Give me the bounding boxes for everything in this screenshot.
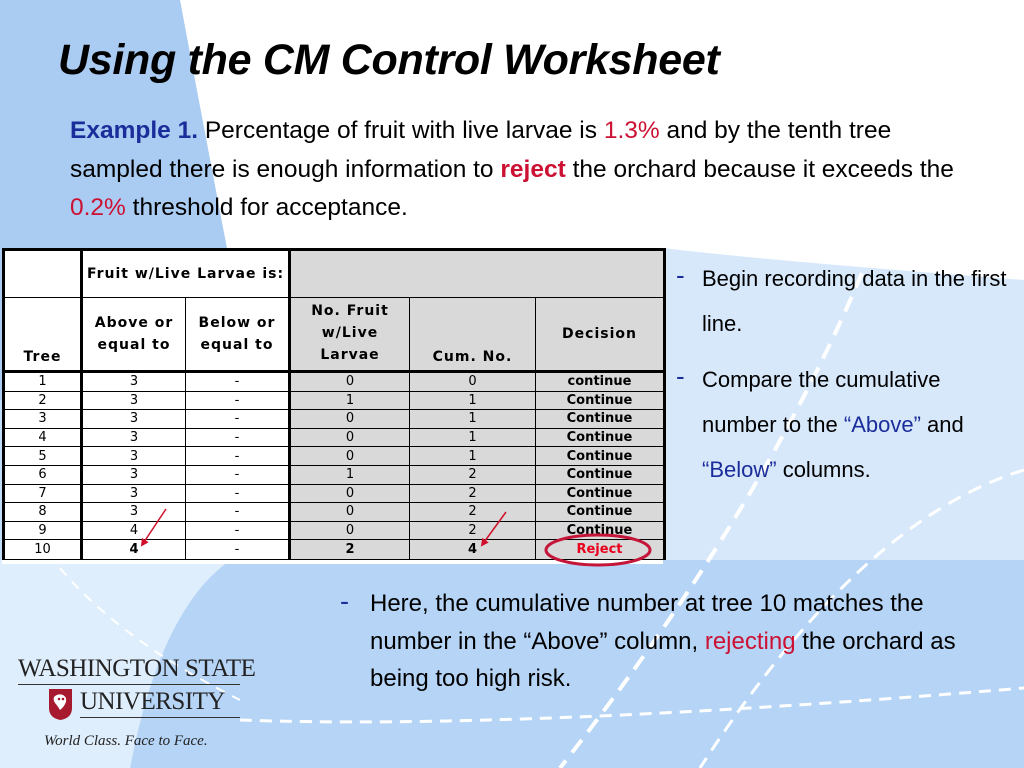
cell-cum: 2 — [410, 465, 536, 484]
worksheet-table — [2, 248, 666, 560]
cell-above: 4 — [82, 540, 186, 560]
cell-decision: Continue — [536, 410, 665, 429]
conclusion-text — [340, 585, 1000, 698]
bullet-item — [676, 256, 1021, 346]
cell-below: - — [186, 521, 290, 540]
bullet-text: and — [920, 412, 964, 437]
cell-cum: 2 — [410, 503, 536, 522]
cell-cum: 2 — [410, 521, 536, 540]
cell-tree: 1 — [4, 372, 82, 392]
cell-above: 3 — [82, 428, 186, 447]
col-header-tree: Tree — [4, 298, 82, 372]
rejecting-highlight: rejecting — [704, 627, 796, 655]
gray-header-top — [290, 250, 665, 298]
logo-divider — [80, 717, 240, 718]
cell-decision-reject: Reject — [536, 540, 665, 560]
table-row — [4, 503, 665, 522]
cell-below: - — [186, 484, 290, 503]
cell-cum: 1 — [410, 428, 536, 447]
table-row — [4, 372, 665, 392]
cell-above: 3 — [82, 465, 186, 484]
cell-below: - — [186, 428, 290, 447]
table-row — [4, 428, 665, 447]
cell-no-fruit: 0 — [290, 410, 410, 429]
cell-below: - — [186, 410, 290, 429]
intro-text-2: and by the tenth tree sampled there is enough information to — [70, 117, 892, 183]
table-row — [4, 465, 665, 484]
cell-decision: Continue — [536, 521, 665, 540]
example-intro — [70, 112, 970, 228]
cell-no-fruit: 1 — [290, 391, 410, 410]
col-header-cum: Cum. No. — [410, 298, 536, 372]
conclusion-text-b: the orchard as being too high risk. — [370, 627, 956, 692]
cell-decision: Continue — [536, 391, 665, 410]
intro-text-4: threshold for acceptance. — [125, 194, 408, 221]
cell-decision: Continue — [536, 465, 665, 484]
col-header-below: Below or equal to — [186, 298, 290, 372]
cell-tree: 10 — [4, 540, 82, 560]
cell-decision: Continue — [536, 428, 665, 447]
bullet-item — [676, 357, 1021, 492]
logo-line-2: UNIVERSITY — [80, 688, 225, 715]
cell-no-fruit: 0 — [290, 521, 410, 540]
intro-reject-word: reject — [500, 155, 566, 183]
conclusion-text-a: Here, the cumulative number at tree 10 matches the number in the “Above” column, — [370, 590, 924, 655]
col-header-above: Above or equal to — [82, 298, 186, 372]
intro-text-3: the orchard because it exceeds the — [565, 155, 954, 183]
bullet-text: columns. — [776, 457, 871, 482]
bullet-dash: - — [340, 586, 349, 616]
cell-cum: 2 — [410, 484, 536, 503]
cell-above: 3 — [82, 410, 186, 429]
cell-below: - — [186, 372, 290, 392]
cell-no-fruit: 1 — [290, 465, 410, 484]
cell-no-fruit: 0 — [290, 372, 410, 392]
logo-divider — [18, 684, 240, 685]
cell-tree: 4 — [4, 428, 82, 447]
example-label: Example 1. — [70, 117, 199, 144]
bullet-text: Begin recording data in the first line. — [702, 266, 1007, 336]
logo-tagline: World Class. Face to Face. — [44, 733, 208, 749]
bullet-text: Compare the cumulative number to the — [702, 367, 941, 437]
cell-no-fruit: 0 — [290, 447, 410, 466]
table-row — [4, 410, 665, 429]
cell-tree: 7 — [4, 484, 82, 503]
cell-below: - — [186, 540, 290, 560]
cell-above: 4 — [82, 521, 186, 540]
cell-above: 3 — [82, 484, 186, 503]
cell-above: 3 — [82, 447, 186, 466]
cell-decision: continue — [536, 372, 665, 392]
cell-no-fruit: 0 — [290, 484, 410, 503]
cell-no-fruit: 2 — [290, 540, 410, 560]
cell-below: - — [186, 465, 290, 484]
wsu-logo — [18, 655, 256, 755]
table-row — [4, 484, 665, 503]
table-row-final — [4, 540, 665, 560]
tree-header-top — [4, 250, 82, 298]
above-highlight: “Above” — [843, 412, 921, 437]
cell-tree: 5 — [4, 447, 82, 466]
cell-tree: 2 — [4, 391, 82, 410]
col-header-no-fruit: No. Fruit w/Live Larvae — [290, 298, 410, 372]
cell-below: - — [186, 391, 290, 410]
table-row — [4, 521, 665, 540]
cell-above: 3 — [82, 372, 186, 392]
slide-title: Using the CM Control Worksheet — [58, 36, 720, 84]
cougar-seal-icon — [48, 688, 73, 721]
cell-tree: 9 — [4, 521, 82, 540]
cell-decision: Continue — [536, 447, 665, 466]
cell-below: - — [186, 503, 290, 522]
worksheet-body — [4, 372, 665, 560]
cell-tree: 8 — [4, 503, 82, 522]
cell-no-fruit: 0 — [290, 503, 410, 522]
intro-value-2: 0.2% — [70, 194, 126, 221]
conclusion-bullet — [340, 585, 1000, 698]
cell-cum: 4 — [410, 540, 536, 560]
bullet-list — [676, 256, 1021, 503]
intro-text-1: Percentage of fruit with live larvae is — [198, 117, 604, 144]
cell-above: 3 — [82, 391, 186, 410]
cell-below: - — [186, 447, 290, 466]
below-highlight: “Below” — [702, 457, 777, 482]
logo-line-1: WASHINGTON STATE — [18, 655, 256, 682]
cell-no-fruit: 0 — [290, 428, 410, 447]
cell-cum: 1 — [410, 391, 536, 410]
cell-decision: Continue — [536, 503, 665, 522]
cell-above: 3 — [82, 503, 186, 522]
cell-tree: 6 — [4, 465, 82, 484]
cell-tree: 3 — [4, 410, 82, 429]
group-header: Fruit w/Live Larvae is: — [82, 250, 290, 298]
cm-control-worksheet — [2, 248, 663, 564]
cell-cum: 0 — [410, 372, 536, 392]
table-row — [4, 447, 665, 466]
bullet-dash: - — [676, 361, 685, 391]
intro-value-1: 1.3% — [603, 117, 660, 144]
cell-cum: 1 — [410, 447, 536, 466]
cell-cum: 1 — [410, 410, 536, 429]
cell-decision: Continue — [536, 484, 665, 503]
table-row — [4, 391, 665, 410]
bullet-dash: - — [676, 260, 685, 290]
col-header-decision: Decision — [536, 298, 665, 372]
